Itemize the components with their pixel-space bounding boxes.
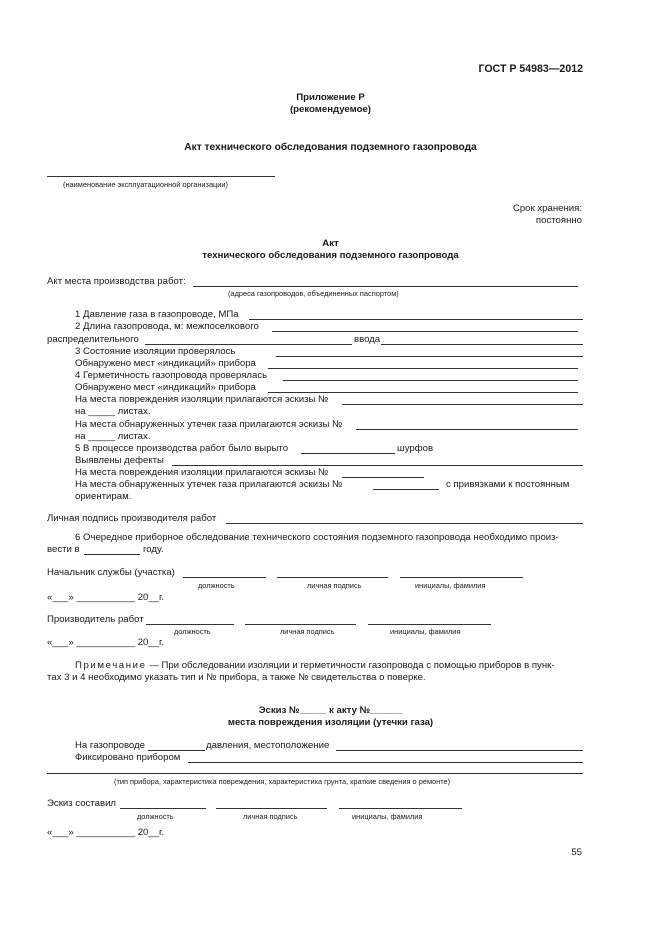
producer-name-line[interactable] <box>368 624 491 625</box>
producer-signature-label: Личная подпись производителя работ <box>47 513 217 524</box>
sketch-ref-4-landmarks: ориентирам. <box>75 491 132 502</box>
item-1-line[interactable] <box>249 319 583 320</box>
sketch-ref-4: На места обнаруженных утечек газа прилагаются эскизы № <box>75 479 343 490</box>
item-6-year-line[interactable] <box>84 554 140 555</box>
place-label: Акт места производства работ: <box>47 276 186 287</box>
sketch-notes-line[interactable] <box>47 773 583 774</box>
item-2-distribution: распределительного <box>47 334 139 345</box>
item-4-indications: Обнаружено мест «индикаций» прибора <box>75 382 256 393</box>
producer-position-caption: должность <box>174 627 211 636</box>
producer-signature-line[interactable] <box>245 624 356 625</box>
page-number: 55 <box>571 847 582 858</box>
producer-name-caption: инициалы, фамилия <box>390 627 461 636</box>
sketch-pipeline-label: На газопроводе <box>75 740 145 751</box>
chief-name-line[interactable] <box>400 577 523 578</box>
producer-label: Производитель работ <box>47 614 144 625</box>
item-6-line1: 6 Очередное приборное обследование технического состояния подземного газопровода необходимо произ- <box>75 532 559 543</box>
sketch-signature-line[interactable] <box>216 808 327 809</box>
sketch-caption: (тип прибора, характеристика повреждения, характеристика грунта, краткие сведения о ремонте) <box>114 777 451 786</box>
item-2-line[interactable] <box>272 331 578 332</box>
item-3-indications-line[interactable] <box>268 368 578 369</box>
item-4-indications-line[interactable] <box>268 392 578 393</box>
producer-signature-caption: личная подпись <box>280 627 335 636</box>
chief-signature-line[interactable] <box>277 577 388 578</box>
sketch-name-caption: инициалы, фамилия <box>352 812 423 821</box>
sketch-name-line[interactable] <box>339 808 462 809</box>
defects-label: Выявлены дефекты <box>75 455 164 466</box>
item-5: 5 В процессе производства работ было вырыто <box>75 443 289 454</box>
item-3: 3 Состояние изоляции проверялось <box>75 346 236 357</box>
item-6-prefix: вести в <box>47 544 80 555</box>
note-line2: тах 3 и 4 необходимо указать тип и № прибора, а также № свидетельства о поверке. <box>47 672 426 683</box>
main-title: Акт технического обследования подземного газопровода <box>184 142 477 153</box>
sketch-pipeline-line[interactable] <box>148 750 205 751</box>
sketch-ref-3-line[interactable] <box>342 477 424 478</box>
producer-date: «___» ___________ 20__г. <box>47 637 165 648</box>
sketch-ref-1-line[interactable] <box>342 404 583 405</box>
defects-line[interactable] <box>172 465 583 466</box>
producer-signature-line[interactable] <box>226 523 583 524</box>
sketch-device-line[interactable] <box>188 762 583 763</box>
org-line <box>47 176 275 177</box>
item-5-line[interactable] <box>301 453 395 454</box>
sketch-ref-1: На места повреждения изоляции прилагаются эскизы № <box>75 394 329 405</box>
sketch-ref-2-line[interactable] <box>356 429 578 430</box>
sketch-device-label: Фиксировано прибором <box>75 752 181 763</box>
place-caption: (адреса газопроводов, объединенных паспортом) <box>228 289 399 298</box>
sheets-1: на _____ листах. <box>75 406 151 417</box>
item-2-input-line[interactable] <box>381 344 583 345</box>
org-caption: (наименование эксплуатационной организации) <box>63 180 229 189</box>
sheets-2: на _____ листах. <box>75 431 151 442</box>
sketch-position-line[interactable] <box>120 808 206 809</box>
act-title: Акт <box>322 238 339 249</box>
sketch-signature-caption: личная подпись <box>243 812 298 821</box>
note-text: — При обследовании изоляции и герметичности газопровода с помощью приборов в пунк- <box>146 660 555 671</box>
sketch-ref-4-bindings: с привязками к постоянным <box>446 479 570 490</box>
item-3-line[interactable] <box>276 356 583 357</box>
storage-label: Срок хранения: <box>512 203 582 214</box>
item-6-suffix: году. <box>143 544 164 555</box>
producer-position-line[interactable] <box>146 624 234 625</box>
sketch-ref-2: На места обнаруженных утечек газа прилагаются эскизы № <box>75 419 343 430</box>
note-word: Примечание <box>75 660 147 671</box>
sketch-location-label: давления, местоположение <box>206 740 330 751</box>
item-1: 1 Давление газа в газопроводе, МПа <box>75 309 239 320</box>
item-4: 4 Герметичность газопровода проверялась <box>75 370 268 381</box>
item-2: 2 Длина газопровода, м: межпоселкового <box>75 321 259 332</box>
chief-signature-caption: личная подпись <box>307 581 362 590</box>
place-line[interactable] <box>193 286 578 287</box>
appendix-status: (рекомендуемое) <box>289 104 371 115</box>
sketch-location-line[interactable] <box>336 750 583 751</box>
sketch-ref-3: На места повреждения изоляции прилагаются эскизы № <box>75 467 329 478</box>
chief-name-caption: инициалы, фамилия <box>415 581 486 590</box>
sketch-title: Эскиз №_____ к акту №______ <box>258 705 403 716</box>
sketch-position-caption: должность <box>137 812 174 821</box>
item-4-line[interactable] <box>283 380 578 381</box>
sketch-subtitle: места повреждения изоляции (утечки газа) <box>227 717 434 728</box>
item-2-input: ввода <box>354 334 381 345</box>
sketch-composer-label: Эскиз составил <box>47 798 117 809</box>
appendix-title: Приложение Р <box>296 92 365 103</box>
chief-label: Начальник службы (участка) <box>47 567 175 578</box>
item-5-pits: шурфов <box>397 443 434 454</box>
item-2-distribution-line[interactable] <box>145 344 352 345</box>
act-subtitle: технического обследования подземного газопровода <box>202 250 459 261</box>
chief-date: «___» ___________ 20__г. <box>47 592 165 603</box>
sketch-ref-4-line[interactable] <box>373 489 439 490</box>
sketch-date: «___» ___________ 20__г. <box>47 827 165 838</box>
chief-position-line[interactable] <box>183 577 266 578</box>
item-3-indications: Обнаружено мест «индикаций» прибора <box>75 358 256 369</box>
standard-code: ГОСТ Р 54983—2012 <box>478 63 583 75</box>
storage-value: постоянно <box>535 215 582 226</box>
note-line1 <box>75 660 555 672</box>
chief-position-caption: должность <box>198 581 235 590</box>
